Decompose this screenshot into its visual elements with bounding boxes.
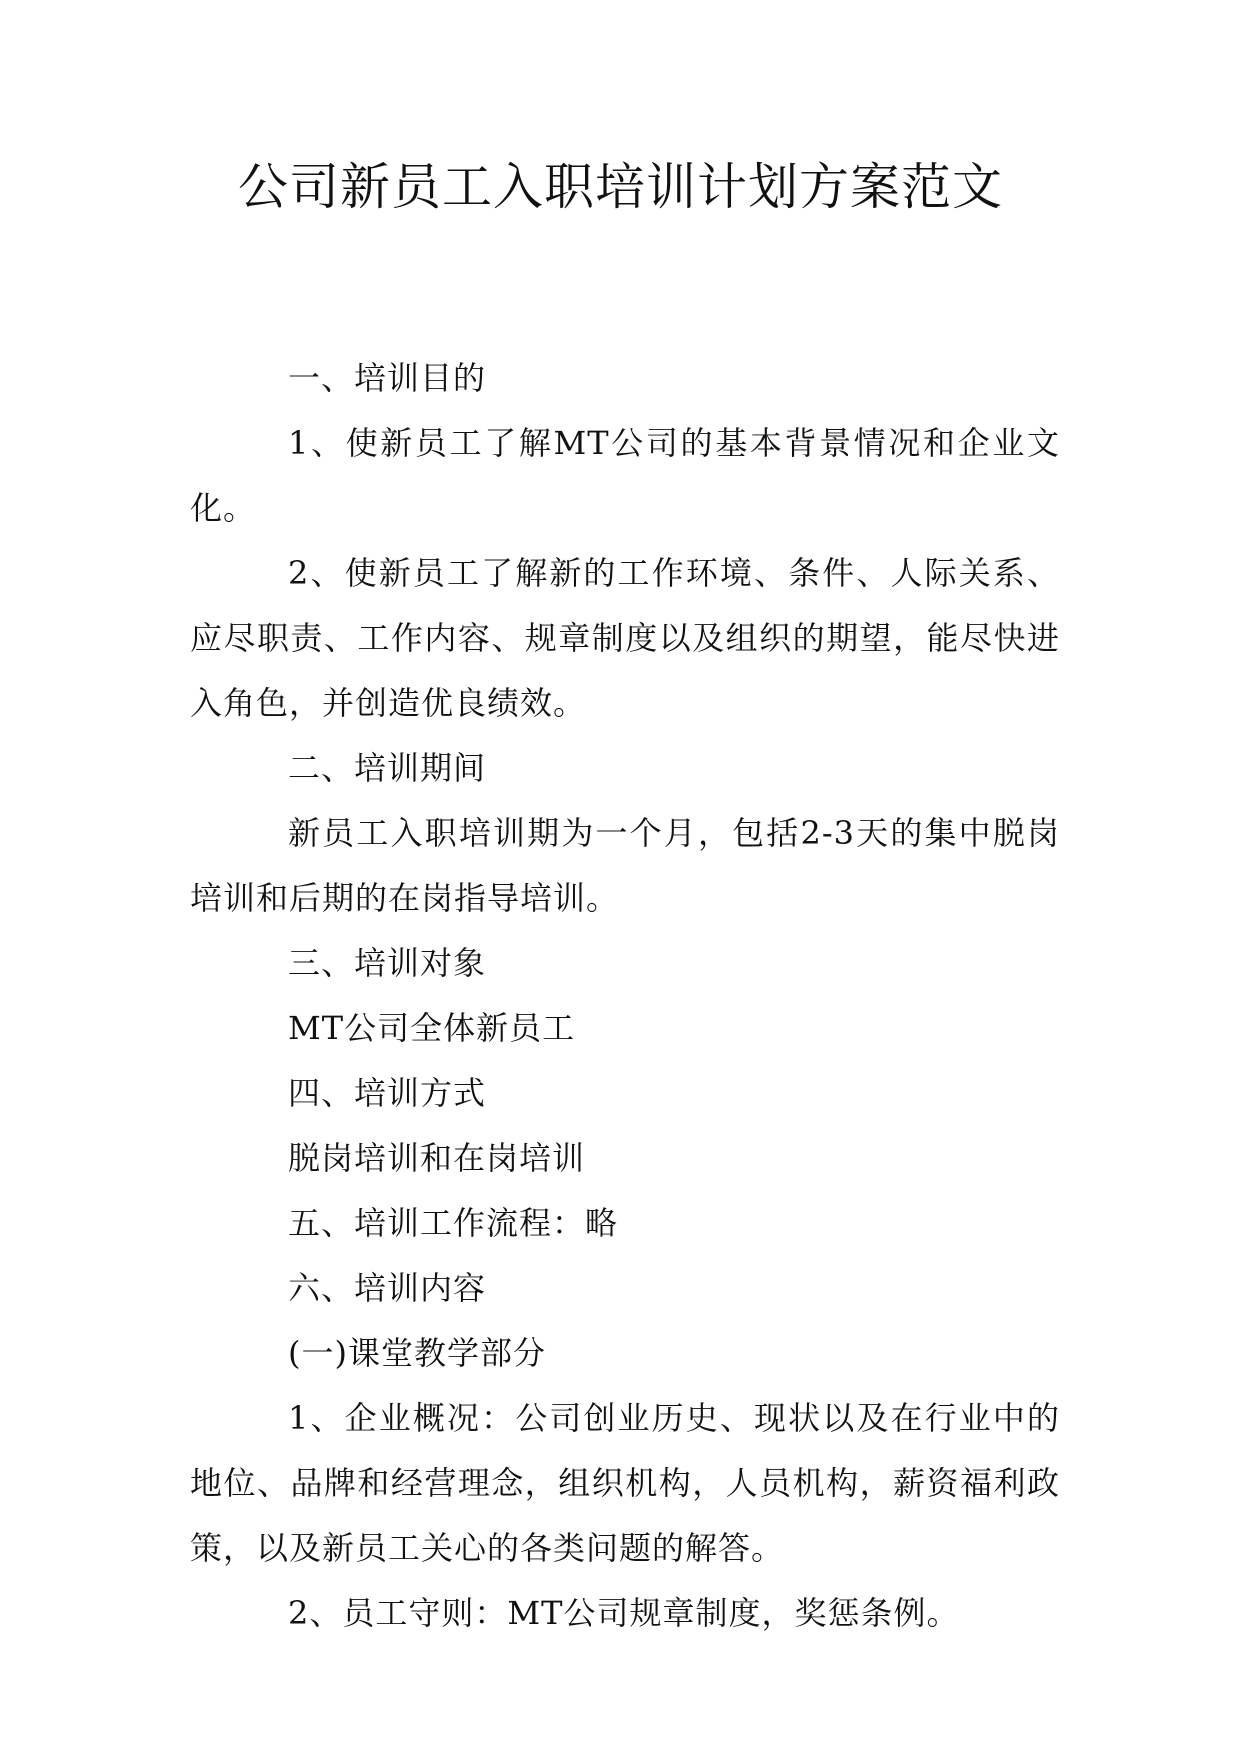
document-body <box>190 346 1060 1646</box>
paragraph-purpose-1: 1、使新员工了解MT公司的基本背景情况和企业文化。 <box>190 424 1060 527</box>
section-heading-workflow: 五、培训工作流程：略 <box>288 1204 619 1242</box>
paragraph-purpose-2: 2、使新员工了解新的工作环境、条件、人际关系、应尽职责、工作内容、规章制度以及组织的期望，能尽快进入角色，并创造优良绩效。 <box>190 554 1060 722</box>
section-heading-target: 三、培训对象 <box>288 944 487 982</box>
section-heading-content: 六、培训内容 <box>288 1269 487 1307</box>
paragraph-method: 脱岗培训和在岗培训 <box>288 1139 586 1177</box>
document-title: 公司新员工入职培训计划方案范文 <box>238 158 1003 216</box>
paragraph-target: MT公司全体新员工 <box>288 1009 576 1047</box>
section-heading-period: 二、培训期间 <box>288 749 487 787</box>
section-heading-method: 四、培训方式 <box>288 1074 487 1112</box>
paragraph-content-2: 2、员工守则：MT公司规章制度，奖惩条例。 <box>288 1594 960 1632</box>
subsection-heading-classroom: (一)课堂教学部分 <box>288 1334 546 1372</box>
paragraph-content-1: 1、企业概况：公司创业历史、现状以及在行业中的地位、品牌和经营理念，组织机构，人员机构，薪资福利政策，以及新员工关心的各类问题的解答。 <box>190 1399 1060 1567</box>
section-heading-purpose: 一、培训目的 <box>288 359 487 397</box>
paragraph-period: 新员工入职培训期为一个月，包括2-3天的集中脱岗培训和后期的在岗指导培训。 <box>190 814 1060 917</box>
